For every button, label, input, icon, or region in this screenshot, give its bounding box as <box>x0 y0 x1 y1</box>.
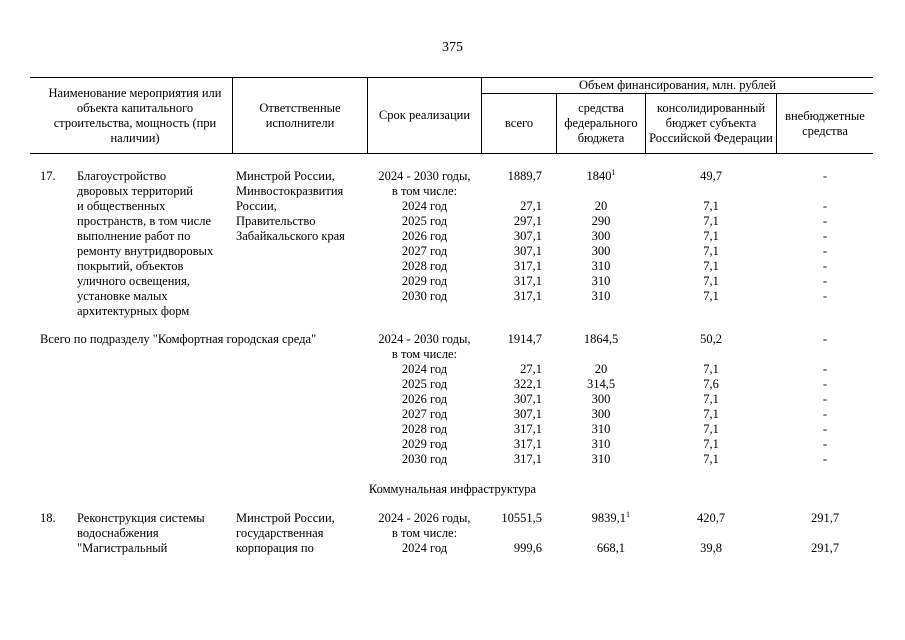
row17-name-line: установке малых <box>77 289 168 303</box>
subtotal-offbudget: - <box>822 332 828 346</box>
row17-total: 307,1 <box>513 244 542 258</box>
row17-name-line: ремонту внутридворовых <box>77 244 214 258</box>
row17-name-line: пространств, в том числе <box>77 214 211 228</box>
subtotal-total: 317,1 <box>513 422 542 436</box>
row17-number: 17. <box>40 169 56 183</box>
row18-term: 2024 год <box>401 541 448 555</box>
header-regional: консолидированный бюджет субъекта Российской Федерации <box>649 101 773 145</box>
subtotal-total: 27,1 <box>520 362 542 376</box>
subtotal-total: 322,1 <box>513 377 542 391</box>
header-name: Наименование мероприятия или объекта капитального строительства, мощность (при наличии) <box>48 86 222 145</box>
header-funding-group: Объем финансирования, млн. рублей <box>578 78 777 92</box>
col-divider-4 <box>556 93 557 153</box>
subtotal-offbudget: - <box>822 392 828 406</box>
row17-offbudget: - <box>822 199 828 213</box>
row17-federal: 20 <box>594 199 608 213</box>
row18-federal: 668,1 <box>596 541 625 555</box>
subtotal-federal: 310 <box>591 437 611 451</box>
subtotal-regional: 7,6 <box>703 377 719 391</box>
row18-executor-line: корпорация по <box>236 541 314 555</box>
row17-regional: 7,1 <box>703 214 719 228</box>
row18-executor-line: Минстрой России, <box>236 511 335 525</box>
footnote-mark: 1 <box>611 167 616 177</box>
row17-total: 307,1 <box>513 229 542 243</box>
row18-total: 999,6 <box>513 541 542 555</box>
row17-total: 317,1 <box>513 289 542 303</box>
row17-executor-line: России, <box>236 199 277 213</box>
subtotal-federal: 20 <box>594 362 608 376</box>
subtotal-federal: 1864,5 <box>583 332 619 346</box>
row18-federal <box>557 511 630 526</box>
subtotal-federal: 300 <box>591 392 611 406</box>
subtotal-term: 2029 год <box>401 437 448 451</box>
row17-executor-line: Правительство <box>236 214 316 228</box>
row17-name-line: архитектурных форм <box>77 304 190 318</box>
row18-term: в том числе: <box>391 526 458 540</box>
row17-federal <box>557 169 645 184</box>
row17-regional: 7,1 <box>703 259 719 273</box>
row17-term: 2024 - 2030 годы, <box>378 169 471 183</box>
row17-offbudget: - <box>822 274 828 288</box>
row18-number: 18. <box>40 511 56 525</box>
header-total: всего <box>504 116 534 130</box>
subtotal-term: 2027 год <box>401 407 448 421</box>
row17-name-line: Благоустройство <box>77 169 167 183</box>
row17-federal: 310 <box>591 289 611 303</box>
row18-regional: 39,8 <box>700 541 722 555</box>
row17-term: 2030 год <box>401 289 448 303</box>
section-title: Коммунальная инфраструктура <box>368 482 537 496</box>
row17-regional: 49,7 <box>700 169 722 183</box>
row18-regional: 420,7 <box>696 511 726 525</box>
subtotal-federal: 310 <box>591 452 611 466</box>
row17-term: в том числе: <box>391 184 458 198</box>
row17-total: 297,1 <box>513 214 542 228</box>
subtotal-offbudget: - <box>822 422 828 436</box>
row17-term: 2024 год <box>401 199 448 213</box>
row18-term: 2024 - 2026 годы, <box>378 511 471 525</box>
subtotal-offbudget: - <box>822 377 828 391</box>
subtotal-term: 2028 год <box>401 422 448 436</box>
row17-term: 2025 год <box>401 214 448 228</box>
subtotal-federal: 300 <box>591 407 611 421</box>
row17-regional: 7,1 <box>703 274 719 288</box>
row17-name-line: и общественных <box>77 199 166 213</box>
row17-executor-line: Забайкальского края <box>236 229 345 243</box>
row17-name-line: покрытий, объектов <box>77 259 184 273</box>
row17-regional: 7,1 <box>703 244 719 258</box>
row17-term: 2026 год <box>401 229 448 243</box>
row18-executor-line: государственная <box>236 526 324 540</box>
row18-total: 10551,5 <box>501 511 542 525</box>
row17-offbudget: - <box>822 214 828 228</box>
row17-offbudget: - <box>822 259 828 273</box>
row18-name-line: "Магистральный <box>77 541 168 555</box>
subtotal-total: 307,1 <box>513 392 542 406</box>
subtotal-regional: 7,1 <box>703 362 719 376</box>
row17-regional: 7,1 <box>703 199 719 213</box>
col-divider-6 <box>776 93 777 153</box>
subtotal-offbudget: - <box>822 437 828 451</box>
header-bottom-border <box>30 153 873 154</box>
subtotal-total: 1914,7 <box>507 332 542 346</box>
row17-term: 2029 год <box>401 274 448 288</box>
header-federal: средства федерального бюджета <box>564 101 638 145</box>
row18-offbudget: 291,7 <box>810 511 840 525</box>
subtotal-federal: 314,5 <box>586 377 616 391</box>
subtotal-offbudget: - <box>822 452 828 466</box>
row17-total: 317,1 <box>513 259 542 273</box>
row18-offbudget: 291,7 <box>810 541 840 555</box>
subtotal-regional: 7,1 <box>703 407 719 421</box>
row17-term: 2028 год <box>401 259 448 273</box>
header-offbudget: внебюджетные средства <box>785 108 865 138</box>
subtotal-regional: 7,1 <box>703 422 719 436</box>
row17-offbudget: - <box>822 244 828 258</box>
subtotal-total: 317,1 <box>513 437 542 451</box>
subtotal-offbudget: - <box>822 407 828 421</box>
subtotal-term: 2025 год <box>401 377 448 391</box>
row18-name-line: Реконструкция системы <box>77 511 205 525</box>
subtotal-total: 317,1 <box>513 452 542 466</box>
subtotal-term: 2024 - 2030 годы, <box>378 332 471 346</box>
row18-name-line: водоснабжения <box>77 526 159 540</box>
row17-total: 317,1 <box>513 274 542 288</box>
row17-executor-line: Минвостокразвития <box>236 184 344 198</box>
row17-total: 1889,7 <box>507 169 542 183</box>
header-executors: Ответственные исполнители <box>259 100 341 130</box>
col-divider-5 <box>645 93 646 153</box>
subtotal-regional: 7,1 <box>703 452 719 466</box>
row17-executor-line: Минстрой России, <box>236 169 335 183</box>
row17-name-line: выполнение работ по <box>77 229 191 243</box>
subtotal-term: в том числе: <box>391 347 458 361</box>
subtotal-regional: 50,2 <box>700 332 722 346</box>
row17-federal-value: 1840 <box>586 169 612 183</box>
page-number: 375 <box>442 40 463 55</box>
row17-federal: 310 <box>591 259 611 273</box>
subtotal-term: 2026 год <box>401 392 448 406</box>
row17-offbudget: - <box>822 169 828 183</box>
row17-federal: 290 <box>591 214 611 228</box>
row18-federal-value: 9839,1 <box>591 511 626 525</box>
row17-term: 2027 год <box>401 244 448 258</box>
subtotal-term: 2024 год <box>401 362 448 376</box>
header-term: Срок реализации <box>378 108 471 122</box>
subtotal-regional: 7,1 <box>703 392 719 406</box>
subtotal-federal: 310 <box>591 422 611 436</box>
subtotal-offbudget: - <box>822 362 828 376</box>
subtotal-label: Всего по подразделу "Комфортная городская среда" <box>40 332 317 346</box>
row17-offbudget: - <box>822 289 828 303</box>
row17-name-line: дворовых территорий <box>77 184 193 198</box>
row17-federal: 300 <box>591 244 611 258</box>
footnote-mark: 1 <box>626 509 630 519</box>
row17-federal: 310 <box>591 274 611 288</box>
row17-regional: 7,1 <box>703 229 719 243</box>
subtotal-total: 307,1 <box>513 407 542 421</box>
subtotal-regional: 7,1 <box>703 437 719 451</box>
row17-regional: 7,1 <box>703 289 719 303</box>
row17-name-line: уличного освещения, <box>77 274 190 288</box>
row17-offbudget: - <box>822 229 828 243</box>
row17-federal: 300 <box>591 229 611 243</box>
subtotal-term: 2030 год <box>401 452 448 466</box>
row17-total: 27,1 <box>520 199 542 213</box>
